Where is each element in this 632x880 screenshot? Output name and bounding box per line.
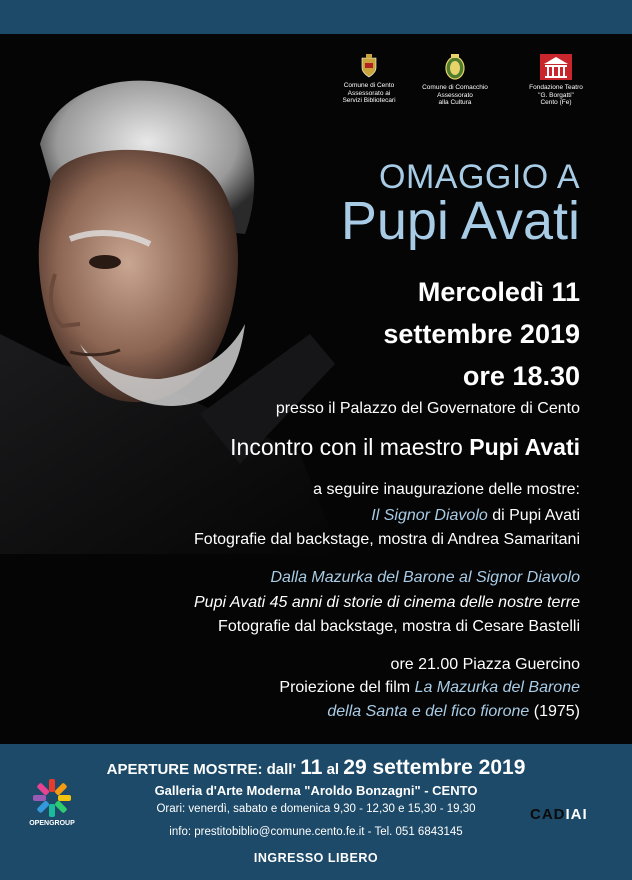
screening-line2 [327,703,580,721]
cadiai-part-b: IAI [565,806,588,823]
logo-teatro-text: Fondazione Teatro "G. Borgatti" Cento (Fe) [529,84,583,106]
show2-desc: Fotografie dal backstage, mostra di Cesare Bastelli [218,618,580,635]
cadiai-logo [530,806,588,823]
event-venue: presso il Palazzo del Governatore di Cento [275,400,580,417]
show1-desc: Fotografie dal backstage, mostra di Andrea Samaritani [194,531,580,548]
cento-crest-icon [360,54,378,78]
show1-title: Il Signor Diavolo [371,507,488,524]
screening-line1 [279,679,580,697]
logo-comune-cento [330,54,408,105]
contact-info: info: prestitobiblio@comune.cento.fe.it - Tel. 051 6843145 [169,826,463,838]
theatre-building-icon [540,54,572,80]
logo-comune-comacchio [416,54,494,107]
ingresso-libero: INGRESSO LIBERO [253,851,379,865]
incontro-line [230,434,580,461]
opening-hours: Orari: venerdì, sabato e domenica 9,30 - 12,30 e 15,30 - 19,30 [156,803,476,815]
aperture-from: 11 [300,756,323,779]
logo-fondazione-teatro [514,54,598,107]
omaggio-heading: OMAGGIO A [379,158,580,196]
show1-line [371,507,580,525]
logo-comacchio-text: Comune di Comacchio Assessorato alla Cultura [422,84,488,106]
poster-main [0,34,632,744]
event-month-year: settembre 2019 [383,319,580,349]
portrait-photo [0,34,380,554]
show1-by: di Pupi Avati [487,507,580,524]
aperture-label: APERTURE MOSTRE: dall' [106,761,301,778]
incontro-name: Pupi Avati [469,434,580,460]
honoree-name: Pupi Avati [340,191,580,251]
opengroup-burst-icon [29,778,75,818]
film-title-line2: della Santa e del fico fiorone [327,703,530,720]
aperture-al: al [322,761,344,778]
aperture-to: 29 settembre 2019 [343,756,526,779]
screening-prefix: Proiezione del film [279,679,415,696]
show2-sub: Pupi Avati 45 anni di storie di cinema delle nostre terre [194,594,580,611]
show2-title: Dalla Mazurka del Barone al Signor Diavolo [270,569,580,586]
opengroup-logo [18,778,86,827]
opengroup-label: OPENGROUP [29,820,75,827]
incontro-prefix: Incontro con il maestro [230,434,470,460]
comacchio-crest-icon [444,54,466,80]
film-year: (1975) [529,703,580,720]
gallery-name: Galleria d'Arte Moderna "Aroldo Bonzagni" - CENTO [154,783,478,798]
event-time: ore 18.30 [462,361,580,391]
film-title-line1: La Mazurka del Barone [414,679,580,696]
aperture-line [0,756,632,780]
info-footer [0,744,632,880]
cadiai-part-a: CAD [530,806,566,823]
top-band [0,0,632,34]
event-day: Mercoledì 11 [417,277,580,307]
exhibitions-intro: a seguire inaugurazione delle mostre: [313,481,580,498]
logo-cento-text: Comune di Cento Assessorato ai Servizi Bibliotecari [342,82,396,104]
screening-time-place: ore 21.00 Piazza Guercino [390,656,580,673]
